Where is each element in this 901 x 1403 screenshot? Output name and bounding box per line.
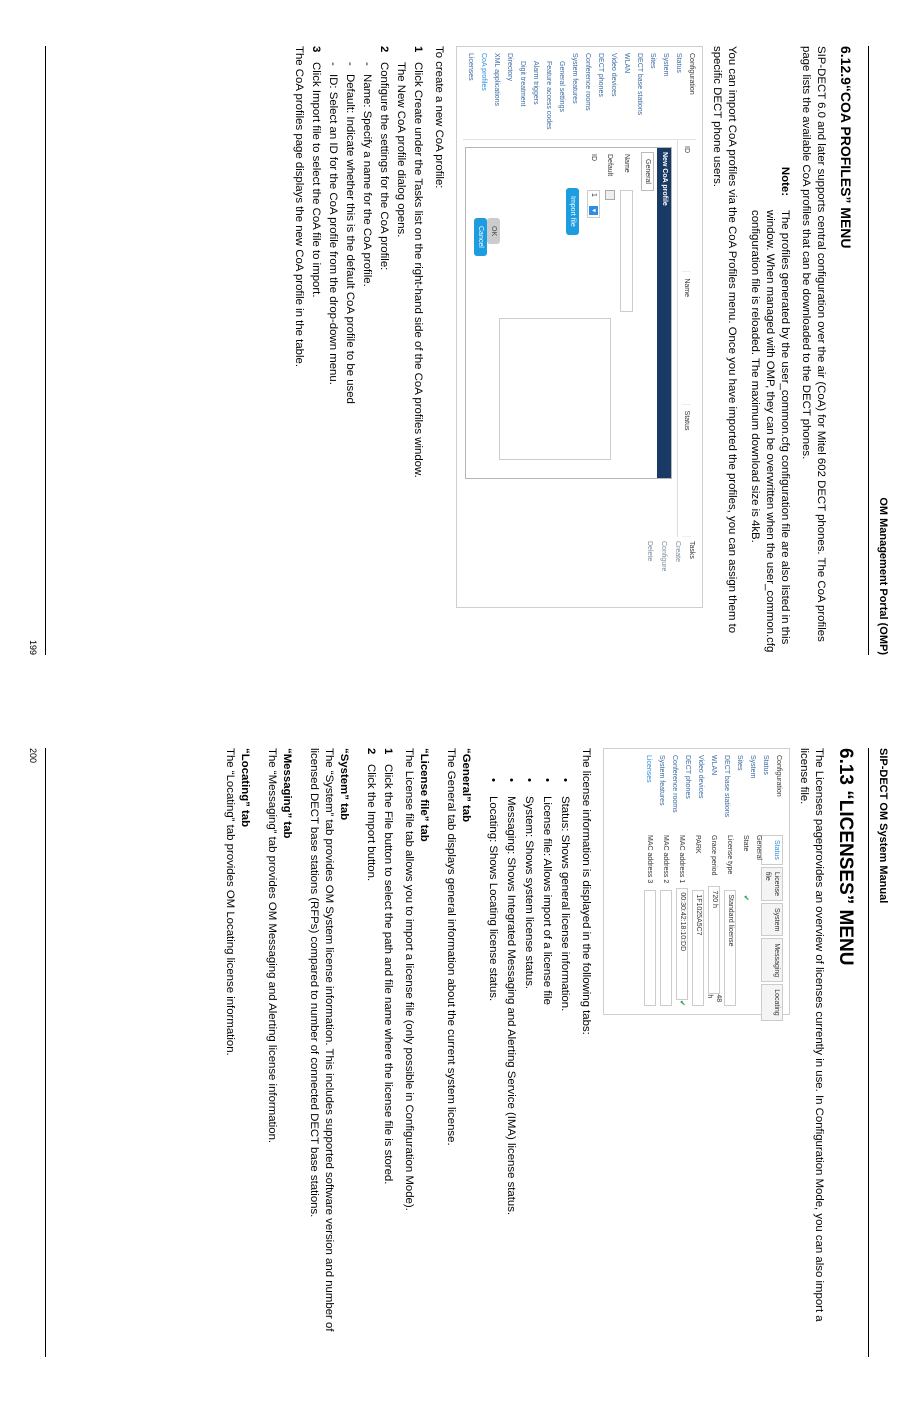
id-select[interactable]: [587, 190, 600, 218]
sidebar-item[interactable]: Licenses: [467, 53, 474, 81]
chevron-down-icon: ▾: [589, 206, 598, 215]
page-number: 199: [28, 639, 38, 655]
locating-text: The “Locating” tab provides OM Locating license information.: [224, 748, 236, 1056]
locating-heading: “Locating” tab: [239, 748, 251, 828]
sidebar-item[interactable]: System features: [658, 755, 665, 806]
sidebar-item[interactable]: Sites: [736, 755, 743, 771]
sidebar-item[interactable]: Alarm triggers: [532, 61, 539, 105]
tab-general[interactable]: General: [641, 152, 654, 191]
sidebar-item[interactable]: DECT base stations: [636, 53, 643, 116]
check-icon: ✔: [742, 895, 750, 901]
column-header[interactable]: Name: [683, 272, 692, 404]
license-tab[interactable]: Locating: [761, 984, 783, 1020]
sidebar-item[interactable]: Video devices: [697, 755, 704, 799]
page-200: SIP-DECT OM System Manual 6.13 “LICENSES” MENU The Licenses pageprovides an overview of licenses currently in use. In Configuration Mode, you can also import a license file. Configuration Status System Sites DECT base stations WLAN Video devices DECT phones Conference rooms System features Licenses Status License file System Messaging Locating General State ✔ License type Standard license Grace period 720 h 48 h PARK 1F1025A5C7 MAC address 1 00:30:42:18:10:DD ✔ MAC address 2 MAC address 3 The license information is displayed in the following tabs: • Status: Shows general license information. • License file: Allows import of a license file • System: Shows system license status. • Messaging: Shows Integrated Messaging and Alerting Service (IMA) license status. • Locating: Shows Locating license status. “General” tab The General tab displays general information about the current system license. “License file” tab The License file tab allows you to import a license file (only possible in Configuration Mode). 1 Click the File button to select the path and file name where the license file is stored. 2 Click the Import button. “System” tab The “System” tab provides OM System license information. This includes supported software version and number of licensed DECT base stations (RFPs) compared to number of connected DECT base stations. “Messaging” tab The “Messaging” tab provides OM Messaging and Alerting license information. “Locating” tab The “Locating” tab provides OM Locating license information. 200: [0, 702, 901, 1403]
task-link[interactable]: Delete: [646, 541, 653, 562]
sidebar-item[interactable]: System features: [571, 53, 578, 104]
cancel-button[interactable]: Cancel: [474, 218, 487, 256]
license-step-2: Click the Import button.: [365, 764, 377, 882]
create-intro: To create a new CoA profile:: [433, 46, 445, 189]
step-1-result: The New CoA profile dialog opens.: [395, 62, 407, 238]
default-checkbox[interactable]: [605, 190, 615, 200]
sidebar-item[interactable]: Digit treatment: [519, 61, 526, 107]
license-file-heading: “License file” tab: [418, 748, 430, 842]
bullet-dot: •: [541, 778, 553, 782]
new-coa-profile-dialog: [465, 147, 672, 479]
field-label: Grace period: [710, 835, 718, 876]
system-text: The “System” tab provides OM System license information. This includes supported software version and number of licensed DECT base stations (RFPs) compared to number of connected DECT base stations.: [308, 748, 335, 1332]
field-row: [722, 835, 738, 1006]
column-header[interactable]: ID: [683, 140, 692, 272]
bullet-dot: •: [487, 778, 499, 782]
task-link[interactable]: Configure: [660, 541, 667, 572]
sidebar-item[interactable]: System: [662, 53, 669, 77]
field-value: 720 h: [708, 886, 720, 994]
dialog-title: New CoA profile: [657, 148, 671, 478]
tab-list: [485, 748, 572, 1357]
bullet-text: System: Shows system license status.: [523, 796, 535, 990]
messaging-heading: “Messaging” tab: [281, 748, 293, 839]
sidebar-item[interactable]: DECT base stations: [723, 755, 730, 818]
top-rule: [868, 748, 869, 1357]
system-heading: “System” tab: [338, 748, 350, 821]
sidebar-item[interactable]: Feature access codes: [545, 61, 552, 130]
general-heading: “General” tab: [460, 748, 472, 823]
sidebar-item[interactable]: CoA profiles: [480, 53, 487, 91]
check-icon: ✔: [678, 1000, 686, 1006]
ok-button[interactable]: OK: [487, 218, 500, 244]
field-row: [674, 835, 690, 1006]
intro-paragraph: The Licenses pageprovides an overview of licenses currently in use. In Configuration Mode, you can also import a license file.: [798, 748, 825, 1322]
bottom-rule: [45, 748, 46, 1357]
step-number: 1: [412, 46, 424, 53]
profile-content-area: [499, 318, 611, 460]
sidebar-item[interactable]: DECT phones: [684, 755, 691, 799]
sidebar-item[interactable]: WLAN: [710, 755, 717, 776]
license-tab[interactable]: System: [761, 903, 783, 936]
tasks-title: Tasks: [688, 541, 695, 559]
field-row: [690, 835, 706, 1006]
page-number: 200: [28, 748, 38, 764]
bullet-item: [557, 778, 572, 1357]
grace-period-right: 48 h: [706, 994, 722, 1003]
step-1: Click Create under the Tasks list on the right-hand side of the CoA profiles window.: [412, 62, 424, 478]
field-value: [644, 890, 656, 1006]
column-header[interactable]: Status: [683, 405, 692, 537]
license-tabs: [761, 835, 783, 1023]
field-value: 1F1025A5C7: [692, 890, 704, 1006]
sidebar-item[interactable]: XML applications: [493, 53, 500, 107]
sidebar-item[interactable]: DECT phones: [597, 53, 604, 97]
bullet-dot: •: [523, 778, 535, 782]
page-199: OM Management Portal (OMP) 6.12.9“COA PROFILES” MENU SIP-DECT 6.0 and later supports central configuration over the air (CoA) for Mitel 602 DECT phones. The CoA profiles page lists the available CoA profiles that can be downloaded to the DECT phones. Note: The profiles generated by the user_common.cfg configuration file are also listed in this window. When managed with OMP, they can be overwritten when the user_common.cfg configuration file is reloaded. The maximum download size is 4kB. You can import CoA profiles via the CoA Profiles menu. Once you have imported the profiles, you can assign them to specific DECT phone users. Configuration Status System Sites DECT base stations WLAN Video devices DECT phones Conference rooms System features General settings Feature access codes Alarm triggers Digit treatment Directory XML applications CoA profiles Licenses ID Name Status Tasks Create Configure Delete New CoA profile General Name Default ID 1 ▾ Import file OK Cancel To create a new CoA profile: 1 Click Create under the Tasks list on the right-hand side of the CoA profiles window. The New CoA profile dialog opens. 2 Configure the settings for the CoA profile: - Name: Specify a name for the CoA profile. - Default: Indicate whether this is the default CoA profile to be used - ID: Select an ID for the CoA profile from the drop-down menu. 3 Click Import file to select the CoA file to import. The CoA profiles page displays the new CoA profile in the table. 199: [28, 46, 889, 655]
step-2: Configure the settings for the CoA profile:: [378, 62, 390, 271]
tabs-intro: The license information is displayed in the following tabs:: [580, 748, 592, 1035]
name-label: Name: [623, 154, 630, 173]
step-number: 2: [378, 46, 390, 53]
table-header: [677, 140, 696, 537]
license-tab[interactable]: Status: [761, 835, 783, 865]
task-link[interactable]: Create: [674, 541, 681, 563]
field-row: [706, 835, 722, 1006]
sub-name: Name: Specify a name for the CoA profile.: [361, 74, 373, 287]
id-label: ID: [590, 154, 597, 161]
field-label: MAC address 2: [662, 835, 670, 884]
bullet-text: Locating: Shows Locating license status.: [487, 796, 499, 1002]
sidebar-item[interactable]: Directory: [506, 53, 513, 82]
field-label: State: [742, 835, 750, 852]
sidebar-item[interactable]: Status: [675, 53, 682, 73]
license-status-fields: [642, 835, 763, 1006]
bullet-item: [521, 778, 536, 1357]
sidebar-item[interactable]: Status: [762, 755, 769, 775]
sidebar-item[interactable]: Configuration: [775, 755, 782, 797]
sidebar-item[interactable]: WLAN: [623, 53, 630, 74]
sub-default: Default: Indicate whether this is the default CoA profile to be used: [344, 74, 356, 404]
tasks-panel: [640, 541, 696, 601]
bullet-text: Messaging: Shows Integrated Messaging and Alerting Service (IMA) license status.: [505, 796, 517, 1216]
sidebar-item[interactable]: Conference rooms: [584, 53, 591, 111]
general-text: The General tab displays general information about the current system license.: [445, 748, 457, 1146]
field-label: MAC address 1: [678, 835, 686, 884]
intro-paragraph: SIP-DECT 6.0 and later supports central configuration over the air (CoA) for Mitel 602 DECT phones. The CoA profiles page lists the available CoA profiles that can be downloaded to the DECT phones.: [800, 46, 827, 642]
section-heading: 6.13 “LICENSES” MENU: [835, 748, 856, 966]
note: [747, 46, 792, 655]
license-tab[interactable]: Messaging: [761, 938, 783, 982]
coa-profiles-screenshot: [456, 46, 703, 608]
section-heading: 6.12.9“COA PROFILES” MENU: [838, 46, 854, 249]
field-label: MAC address 3: [646, 835, 654, 884]
sidebar-item[interactable]: Configuration: [688, 53, 695, 95]
license-file-text: The License file tab allows you to import a license file (only possible in Configuration Mode).: [403, 748, 415, 1211]
bullet-dot: •: [559, 778, 571, 782]
field-value: 00:30:42:18:10:DD: [676, 888, 688, 1000]
sidebar-item[interactable]: Video devices: [610, 53, 617, 97]
default-label: Default: [606, 154, 614, 177]
field-label: PARK: [694, 835, 702, 854]
licenses-screenshot: [603, 748, 790, 1015]
bullet-item: [485, 778, 500, 1357]
result-text: The CoA profiles page displays the new CoA profile in the table.: [293, 46, 305, 368]
id-value: 1: [590, 193, 597, 197]
sub-id: ID: Select an ID for the CoA profile from the drop-down menu.: [327, 74, 339, 385]
bottom-rule: [45, 46, 46, 655]
field-row: [658, 835, 674, 1006]
field-label: License type: [726, 835, 734, 875]
bullet-text: Status: Shows general license information.: [559, 796, 571, 1012]
field-row: [738, 835, 754, 1006]
running-head: OM Management Portal (OMP): [877, 497, 889, 655]
import-paragraph: You can import CoA profiles via the CoA Profiles menu. Once you have imported the profiles, you can assign them to specific DECT phone users.: [711, 46, 738, 634]
field-row: [642, 835, 658, 1006]
step-3: Click Import file to select the CoA file to import.: [310, 62, 322, 298]
bullet-item: [503, 778, 518, 1357]
step-number: 3: [310, 46, 322, 53]
field-value: Standard license: [724, 890, 736, 1006]
note-label: Note:: [779, 166, 791, 196]
bullet-text: License file: Allows import of a license file: [541, 796, 553, 1005]
sidebar-item[interactable]: Sites: [649, 53, 656, 69]
running-head: SIP-DECT OM System Manual: [877, 748, 889, 904]
note-text: The profiles generated by the user_common.cfg configuration file are also listed in this window. When managed with OMP, they can be overwritten when the user_common.cfg configuration file is reloaded. The maximum download size is 4kB.: [749, 210, 791, 653]
sidebar-item[interactable]: Conference rooms: [671, 755, 678, 813]
bullet-item: [539, 778, 554, 1357]
name-input[interactable]: [620, 190, 633, 312]
top-rule: [868, 46, 869, 655]
sidebar-item[interactable]: General settings: [558, 61, 565, 112]
license-tab[interactable]: License file: [761, 867, 783, 901]
import-file-button[interactable]: Import file: [566, 188, 579, 235]
messaging-text: The “Messaging” tab provides OM Messaging and Alerting license information.: [266, 748, 278, 1144]
field-value: [660, 890, 672, 1006]
bullet-dot: •: [505, 778, 517, 782]
general-section-title: General: [755, 835, 762, 860]
license-step-1: Click the File button to select the path and file name where the license file is stored.: [382, 764, 394, 1185]
sidebar-nav: [640, 755, 783, 835]
sidebar-item[interactable]: System: [749, 755, 756, 779]
sidebar-item[interactable]: Licenses: [645, 755, 652, 783]
sidebar-nav: [462, 53, 696, 133]
